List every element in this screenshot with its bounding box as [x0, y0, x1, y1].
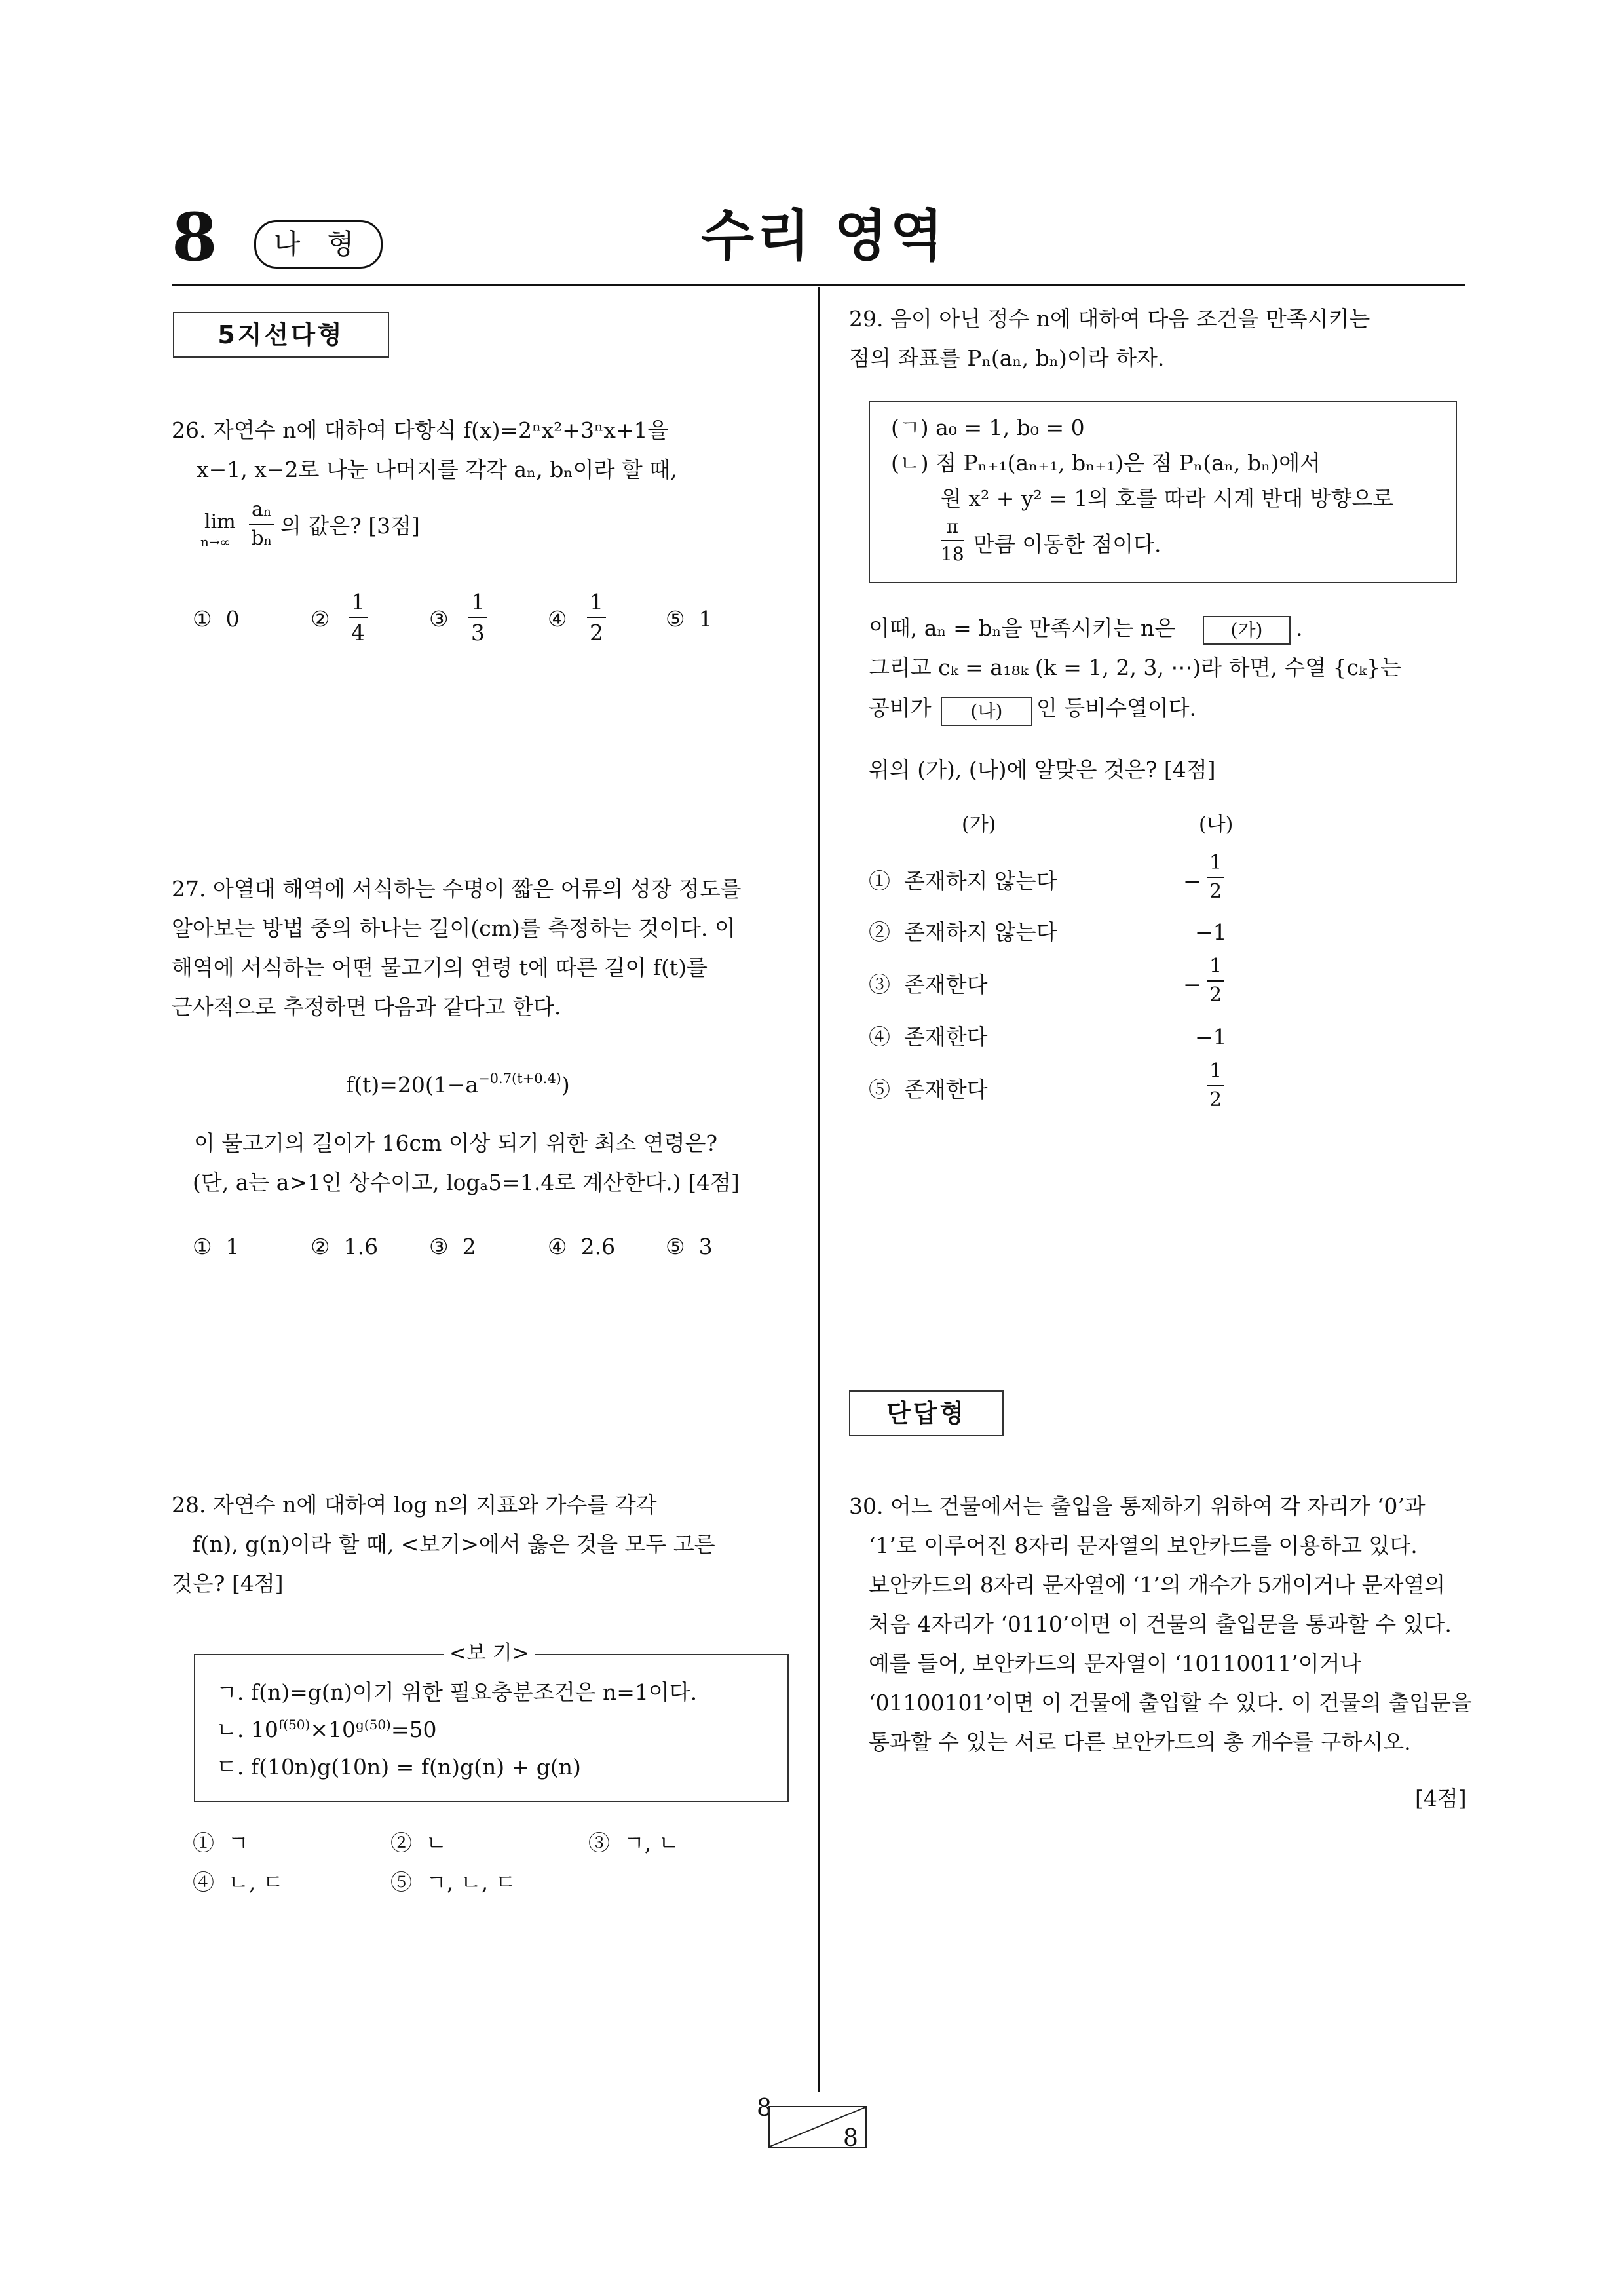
choice-text: 1 — [225, 1234, 240, 1259]
choice-label: ⑤ — [666, 606, 685, 632]
choice-label: ② — [390, 1830, 412, 1856]
q28-bogi-item-1: ㄱ. f(n)=g(n)이기 위한 필요충분조건은 n=1이다. — [216, 1679, 698, 1705]
q29-choice-1[interactable] — [869, 870, 1057, 892]
q26-choice-3-fraction — [468, 591, 487, 643]
formula-close: ) — [561, 1072, 570, 1098]
q29-choice-3[interactable] — [869, 974, 988, 995]
bogi-2-base: ㄴ. 10 — [216, 1717, 278, 1742]
choice-label: ④ — [869, 1024, 890, 1050]
q26-choice-4-label[interactable]: ④ — [548, 606, 567, 632]
q29-cond-4-tail: 만큼 이동한 점이다. — [973, 531, 1161, 557]
section-label-multiple-choice: 5지선다형 — [173, 312, 389, 358]
q27-formula — [346, 1072, 570, 1096]
choice-text: ㄱ, ㄴ, ㄷ — [425, 1869, 516, 1895]
q28-bogi-item-2 — [216, 1718, 437, 1740]
q26-lim: lim — [204, 510, 236, 533]
q27-choice-4[interactable] — [548, 1236, 615, 1257]
fraction-num: 1 — [349, 591, 368, 618]
choice-label: ⑤ — [390, 1869, 412, 1895]
q26-choice-2-fraction — [349, 591, 368, 643]
choice-label: ④ — [548, 1234, 567, 1259]
header-rule — [172, 284, 1465, 286]
fraction-den: 2 — [1209, 1088, 1222, 1111]
choice-text: 0 — [225, 606, 240, 632]
q29-text3-a: 공비가 — [869, 695, 932, 721]
q29-choice-3-fraction — [1207, 957, 1224, 1005]
q28-choice-4[interactable] — [193, 1871, 284, 1893]
q28-line1: 28. 자연수 n에 대하여 log n의 지표와 가수를 각각 — [172, 1492, 657, 1518]
q29-line1: 29. 음이 아닌 정수 n에 대하여 다음 조건을 만족시키는 — [849, 306, 1370, 332]
choice-label: ① — [193, 606, 212, 632]
q29-cond-4-fraction — [941, 518, 964, 564]
q29-choice-3-sign: − — [1183, 972, 1201, 997]
q30-line-2: ‘1’로 이루어진 8자리 문자열의 보안카드를 이용하고 있다. — [869, 1533, 1418, 1558]
q27-line5: 이 물고기의 길이가 16cm 이상 되기 위한 최소 연령은? — [194, 1130, 718, 1156]
q29-choice-4[interactable] — [869, 1026, 988, 1048]
choice-text: 2 — [462, 1234, 476, 1259]
q26-choice-5[interactable] — [666, 608, 713, 630]
fraction-num: 1 — [1207, 957, 1224, 982]
choice-ga: 존재한다 — [903, 972, 988, 997]
q29-choice-2[interactable] — [869, 921, 1057, 943]
q28-bogi-title: <보 기> — [444, 1643, 535, 1664]
q26-line1: 26. 자연수 n에 대하여 다항식 f(x)=2ⁿx²+3ⁿx+1을 — [172, 417, 669, 443]
q26-lim-num: aₙ — [249, 500, 274, 525]
q27-line4: 근사적으로 추정하면 다음과 같다고 한다. — [172, 994, 561, 1020]
choice-label: ③ — [429, 1234, 449, 1259]
formula-body: f(t)=20(1−a — [346, 1072, 479, 1098]
choice-label: ① — [869, 868, 890, 894]
choice-text: ㄴ — [425, 1830, 447, 1856]
q26-lim-sub: n→∞ — [200, 534, 231, 550]
choice-ga: 존재하지 않는다 — [903, 868, 1057, 894]
q29-choice-1-fraction — [1207, 853, 1224, 902]
q29-text1-tail: . — [1296, 615, 1303, 641]
q29-choice-5-fraction — [1207, 1062, 1224, 1110]
exam-type-badge: 나 형 — [254, 220, 383, 269]
choice-text: 1 — [698, 606, 713, 632]
formula-exponent: −0.7(t+0.4) — [478, 1071, 561, 1086]
fraction-num: 1 — [587, 591, 606, 618]
choice-label: ③ — [869, 972, 890, 997]
q30-points: [4점] — [1415, 1786, 1467, 1811]
footer-total: 8 — [843, 2125, 858, 2152]
q26-lim-fraction — [249, 500, 274, 548]
choice-label: ① — [193, 1830, 214, 1856]
page-number: 8 — [172, 199, 217, 276]
q28-line2: f(n), g(n)이라 할 때, <보기>에서 옳은 것을 모두 고른 — [193, 1531, 715, 1557]
fraction-den: 4 — [351, 620, 365, 645]
q27-choice-3[interactable] — [429, 1236, 476, 1257]
q28-choice-5[interactable] — [390, 1871, 516, 1893]
choice-text: 1.6 — [343, 1234, 379, 1259]
section-label-short-answer: 단답형 — [849, 1390, 1004, 1436]
q27-line6: (단, a는 a>1인 상수이고, logₐ5=1.4로 계산한다.) [4점] — [193, 1170, 740, 1195]
q27-choice-1[interactable] — [193, 1236, 240, 1257]
q29-choice-4-na: −1 — [1195, 1024, 1227, 1050]
choice-text: ㄴ, ㄷ — [227, 1869, 284, 1895]
choice-text: ㄱ, ㄴ — [623, 1830, 679, 1856]
choice-text: 3 — [698, 1234, 713, 1259]
q29-blank-ga: (가) — [1203, 616, 1291, 645]
column-divider — [818, 287, 820, 2092]
q28-bogi-item-3: ㄷ. f(10n)g(10n) = f(n)g(n) + g(n) — [216, 1754, 581, 1780]
q30-line-4: 처음 4자리가 ‘0110’이면 이 건물의 출입문을 통과할 수 있다. — [869, 1611, 1452, 1637]
choice-label: ⑤ — [666, 1234, 685, 1259]
q29-choice-1-sign: − — [1183, 868, 1201, 894]
q27-line3: 해역에 서식하는 어떤 물고기의 연령 t에 따른 길이 f(t)를 — [172, 955, 708, 980]
subject-title: 수리 영역 — [701, 204, 946, 268]
bogi-2-mid: ×10 — [310, 1717, 356, 1742]
fraction-den: 3 — [471, 620, 485, 645]
bogi-2-tail: =50 — [390, 1717, 437, 1742]
fraction-num: 1 — [1207, 853, 1224, 878]
choice-ga: 존재한다 — [903, 1024, 988, 1050]
choice-label: ② — [311, 1234, 330, 1259]
choice-label: ② — [869, 919, 890, 945]
q29-line2: 점의 좌표를 Pₙ(aₙ, bₙ)이라 하자. — [849, 345, 1165, 371]
q30-line-6: ‘01100101’이면 이 건물에 출입할 수 있다. 이 건물의 출입문을 — [869, 1690, 1472, 1715]
q28-choice-2[interactable] — [390, 1832, 447, 1854]
fraction-den: 2 — [590, 620, 603, 645]
q26-choice-4-fraction — [587, 591, 606, 643]
q30-line-5: 예를 들어, 보안카드의 문자열이 ‘10110011’이거나 — [869, 1651, 1361, 1676]
q26-choice-3-label[interactable]: ③ — [429, 606, 449, 632]
q27-choice-5[interactable] — [666, 1236, 713, 1257]
footer-page: 8 — [757, 2095, 772, 2122]
choice-label: ⑤ — [869, 1077, 890, 1102]
fraction-num: 1 — [1207, 1062, 1224, 1086]
q26-choice-1[interactable] — [193, 608, 240, 630]
choice-label: ④ — [193, 1869, 214, 1895]
q28-line3: 것은? [4점] — [172, 1571, 284, 1596]
q27-line1: 27. 아열대 해역에 서식하는 수명이 짧은 어류의 성장 정도를 — [172, 876, 742, 902]
q27-choice-2[interactable] — [311, 1236, 378, 1257]
q30-line-7: 통과할 수 있는 서로 다른 보안카드의 총 개수를 구하시오. — [869, 1729, 1411, 1755]
q30-line-3: 보안카드의 8자리 문자열에 ‘1’의 개수가 5개이거나 문자열의 — [869, 1572, 1446, 1598]
fraction-num: π — [941, 518, 964, 541]
bogi-2-exp1: f(50) — [278, 1717, 311, 1732]
q26-lim-tail: 의 값은? [3점] — [280, 513, 420, 539]
fraction-den: 2 — [1209, 880, 1222, 903]
choice-ga: 존재하지 않는다 — [903, 919, 1057, 945]
q26-choice-2-label[interactable]: ② — [311, 606, 330, 632]
q26-line2: x−1, x−2로 나눈 나머지를 각각 aₙ, bₙ이라 할 때, — [197, 457, 677, 482]
q29-text1: 이때, aₙ = bₙ을 만족시키는 n은 — [869, 615, 1176, 641]
q29-choice-2-na: −1 — [1195, 919, 1227, 945]
q29-text2: 그리고 cₖ = a₁₈ₖ (k = 1, 2, 3, ⋯)라 하면, 수열 {cₖ}는 — [869, 655, 1401, 680]
q29-question: 위의 (가), (나)에 알맞은 것은? [4점] — [869, 757, 1216, 782]
fraction-den: 18 — [941, 543, 964, 565]
fraction-num: 1 — [468, 591, 487, 618]
bogi-2-exp2: g(50) — [355, 1717, 391, 1732]
q26-lim-den: bₙ — [251, 527, 273, 550]
q28-choice-3[interactable] — [588, 1832, 679, 1854]
q29-cond-3: 원 x² + y² = 1의 호를 따라 시계 반대 방향으로 — [941, 486, 1394, 511]
choice-ga: 존재한다 — [903, 1077, 988, 1102]
q29-blank-na: (나) — [941, 697, 1032, 726]
q27-line2: 알아보는 방법 중의 하나는 길이(cm)를 측정하는 것이다. 이 — [172, 915, 736, 941]
q29-text3-b: 인 등비수열이다. — [1036, 695, 1197, 721]
choice-label: ③ — [588, 1830, 610, 1856]
choice-text: ㄱ — [227, 1830, 249, 1856]
choice-label: ① — [193, 1234, 212, 1259]
choice-text: 2.6 — [580, 1234, 616, 1259]
q28-choice-1[interactable] — [193, 1832, 249, 1854]
q29-cond-2: (ㄴ) 점 Pₙ₊₁(aₙ₊₁, bₙ₊₁)은 점 Pₙ(aₙ, bₙ)에서 — [891, 450, 1321, 476]
q29-choice-5[interactable] — [869, 1079, 988, 1100]
q29-col-header-ga: (가) — [962, 813, 996, 836]
q30-line-1: 30. 어느 건물에서는 출입을 통제하기 위하여 각 자리가 ‘0’과 — [849, 1493, 1426, 1519]
q29-cond-1: (ㄱ) a₀ = 1, b₀ = 0 — [891, 415, 1085, 440]
fraction-den: 2 — [1209, 984, 1222, 1006]
footer-page-indicator — [757, 2097, 868, 2152]
q29-col-header-na: (나) — [1199, 813, 1234, 836]
